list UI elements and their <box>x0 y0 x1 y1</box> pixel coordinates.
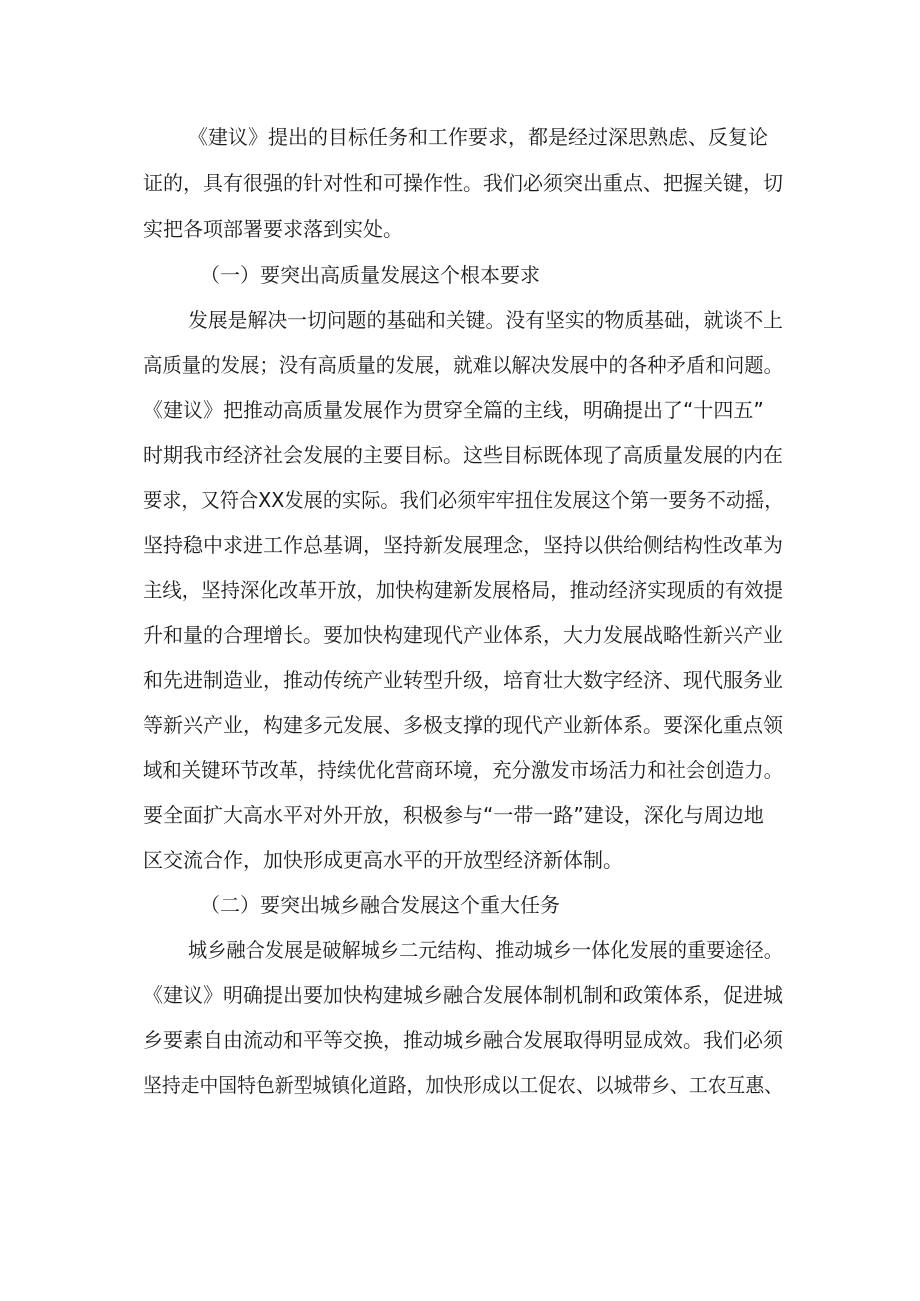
paragraph-2-line-7: 主线，坚持深化改革开放，加快构建新发展格局，推动经济实现质的有效提 <box>143 578 783 602</box>
paragraph-2-line-12: 要全面扩大高水平对外开放，积极参与“一带一路”建设，深化与周边地 <box>143 803 764 827</box>
paragraph-2-line-5: 要求，又符合XX发展的实际。我们必须牢牢扭住发展这个第一要务不动摇， <box>143 488 784 512</box>
section-heading-2: （二）要突出城乡融合发展这个重大任务 <box>200 893 560 917</box>
paragraph-2-line-9: 和先进制造业，推动传统产业转型升级，培育壮大数字经济、现代服务业 <box>143 668 783 692</box>
paragraph-2-line-2: 高质量的发展；没有高质量的发展，就难以解决发展中的各种矛盾和问题。 <box>143 353 783 377</box>
paragraph-3-line-2: 《建议》明确提出要加快构建城乡融合发展体制机制和政策体系，促进城 <box>143 983 783 1007</box>
paragraph-2-line-6: 坚持稳中求进工作总基调，坚持新发展理念，坚持以供给侧结构性改革为 <box>143 533 783 557</box>
paragraph-1-line-2: 证的，具有很强的针对性和可操作性。我们必须突出重点、把握关键，切 <box>143 171 783 195</box>
paragraph-3-line-4: 坚持走中国特色新型城镇化道路，加快形成以工促农、以城带乡、工农互惠、 <box>143 1073 783 1097</box>
paragraph-2-line-11: 域和关键环节改革，持续优化营商环境，充分激发市场活力和社会创造力。 <box>143 758 783 782</box>
paragraph-2-line-10: 等新兴产业，构建多元发展、多极支撑的现代产业新体系。要深化重点领 <box>143 713 783 737</box>
paragraph-2-line-8: 升和量的合理增长。要加快构建现代产业体系，大力发展战略性新兴产业 <box>143 623 783 647</box>
paragraph-2-line-13: 区交流合作，加快形成更高水平的开放型经济新体制。 <box>143 848 623 872</box>
paragraph-2-line-3: 《建议》把推动高质量发展作为贯穿全篇的主线，明确提出了“十四五” <box>143 398 764 422</box>
paragraph-1-line-3: 实把各项部署要求落到实处。 <box>143 217 403 241</box>
paragraph-2-line-4: 时期我市经济社会发展的主要目标。这些目标既体现了高质量发展的内在 <box>143 443 783 467</box>
paragraph-3-line-3: 乡要素自由流动和平等交换，推动城乡融合发展取得明显成效。我们必须 <box>143 1028 783 1052</box>
paragraph-3-line-1: 城乡融合发展是破解城乡二元结构、推动城乡一体化发展的重要途径。 <box>188 938 783 962</box>
paragraph-2-line-1: 发展是解决一切问题的基础和关键。没有坚实的物质基础，就谈不上 <box>188 308 783 332</box>
paragraph-1-line-1: 《建议》提出的目标任务和工作要求，都是经过深思熟虑、反复论 <box>188 125 768 149</box>
section-heading-1: （一）要突出高质量发展这个根本要求 <box>200 263 540 287</box>
